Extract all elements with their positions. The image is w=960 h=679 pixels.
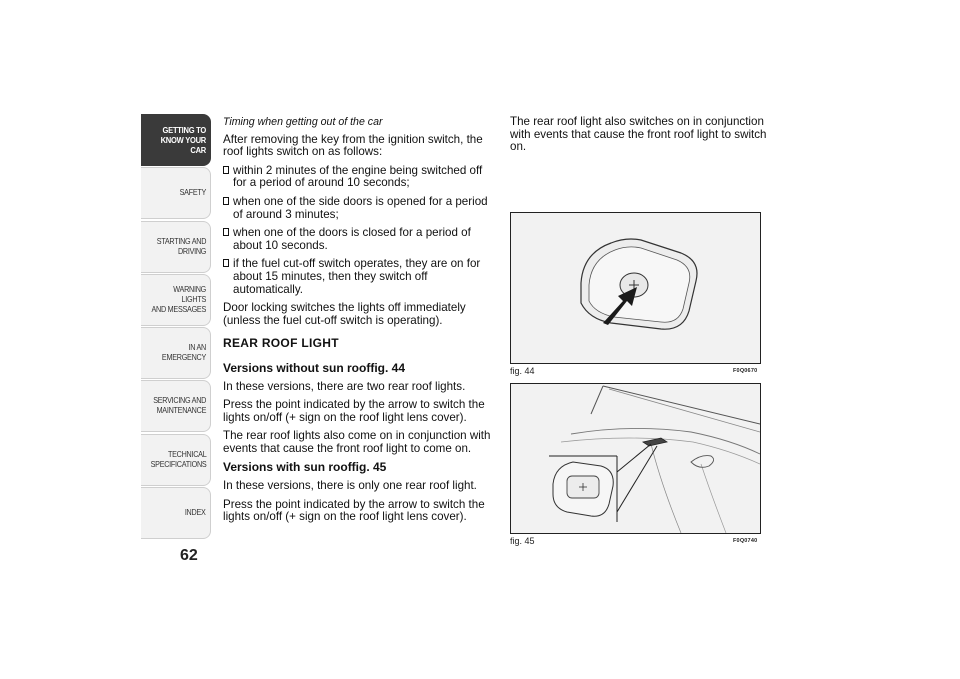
checkbox-bullet-icon <box>223 259 229 267</box>
paragraph: The rear roof light also switches on in conjunction with events that cause the front roof light to switch on. <box>510 115 767 154</box>
tab-label: SERVICING AND MAINTENANCE <box>153 396 206 416</box>
figure-45-caption: fig. 45 <box>510 536 535 546</box>
sunroof-light-illustration <box>511 384 760 533</box>
with-sunroof-heading: Versions with sun roofﬁg. 45 <box>223 460 387 475</box>
list-item: within 2 minutes of the engine being switched off for a period of around 10 seconds; <box>223 165 495 190</box>
roof-light-illustration <box>511 213 760 363</box>
paragraph: In these versions, there is only one rear roof light. <box>223 479 477 493</box>
tab-getting-to-know-your-car[interactable] <box>141 114 211 166</box>
checkbox-bullet-icon <box>223 197 229 205</box>
door-locking-paragraph: Door locking switches the lights off immediately (unless the fuel cut-off switch is operating). <box>223 301 466 327</box>
timing-heading: Timing when getting out of the car <box>223 116 383 128</box>
tab-label: GETTING TO KNOW YOUR CAR <box>160 125 206 155</box>
tab-label: WARNING LIGHTS AND MESSAGES <box>151 284 206 314</box>
intro-paragraph: After removing the key from the ignition switch, the roof lights switch on as follows: <box>223 132 483 159</box>
tab-safety[interactable] <box>141 167 211 219</box>
paragraph: In these versions, there are two rear roof lights. <box>223 379 466 393</box>
chapter-tabs <box>141 114 211 540</box>
without-sunroof-heading: Versions without sun roofﬁg. 44 <box>223 360 406 375</box>
tab-servicing-and-maintenance[interactable] <box>141 380 211 432</box>
tab-label: STARTING AND DRIVING <box>156 236 206 256</box>
tab-label: TECHNICAL SPECIFICATIONS <box>150 449 206 469</box>
list-item: if the fuel cut-off switch operates, they are on for about 15 minutes, then they switch off automatically. <box>223 258 495 296</box>
list-item: when one of the side doors is opened for a period of around 3 minutes; <box>223 196 495 221</box>
tab-technical-specifications[interactable] <box>141 434 211 486</box>
section-title: REAR ROOF LIGHT <box>223 336 339 351</box>
tab-warning-lights[interactable] <box>141 274 211 326</box>
figure-44-code: F0Q0670 <box>733 368 758 374</box>
checkbox-bullet-icon <box>223 228 229 236</box>
figure-44-caption: fig. 44 <box>510 366 535 376</box>
paragraph: Press the point indicated by the arrow to switch the lights on/off (+ sign on the roof light lens cover). <box>223 497 485 524</box>
tab-label: INDEX <box>185 508 206 518</box>
paragraph: The rear roof lights also come on in conjunction with events that cause the front roof light to come on. <box>223 429 491 455</box>
list-item: when one of the doors is closed for a period of about 10 seconds. <box>223 227 495 252</box>
timing-list <box>223 165 495 296</box>
left-column <box>223 116 495 530</box>
tab-in-an-emergency[interactable] <box>141 327 211 379</box>
figure-44-rear-roof-light <box>510 212 761 364</box>
tab-label: IN AN EMERGENCY <box>161 343 206 363</box>
figure-45-sunroof-light <box>510 383 761 534</box>
right-column <box>510 116 782 154</box>
tab-label: SAFETY <box>179 188 206 198</box>
paragraph: Press the point indicated by the arrow to switch the lights on/off (+ sign on the roof light lens cover). <box>223 398 485 424</box>
figure-45-code: F0Q0740 <box>733 538 758 544</box>
checkbox-bullet-icon <box>223 166 229 174</box>
tab-index[interactable] <box>141 487 211 539</box>
page-number: 62 <box>180 547 198 564</box>
tab-starting-and-driving[interactable] <box>141 221 211 273</box>
